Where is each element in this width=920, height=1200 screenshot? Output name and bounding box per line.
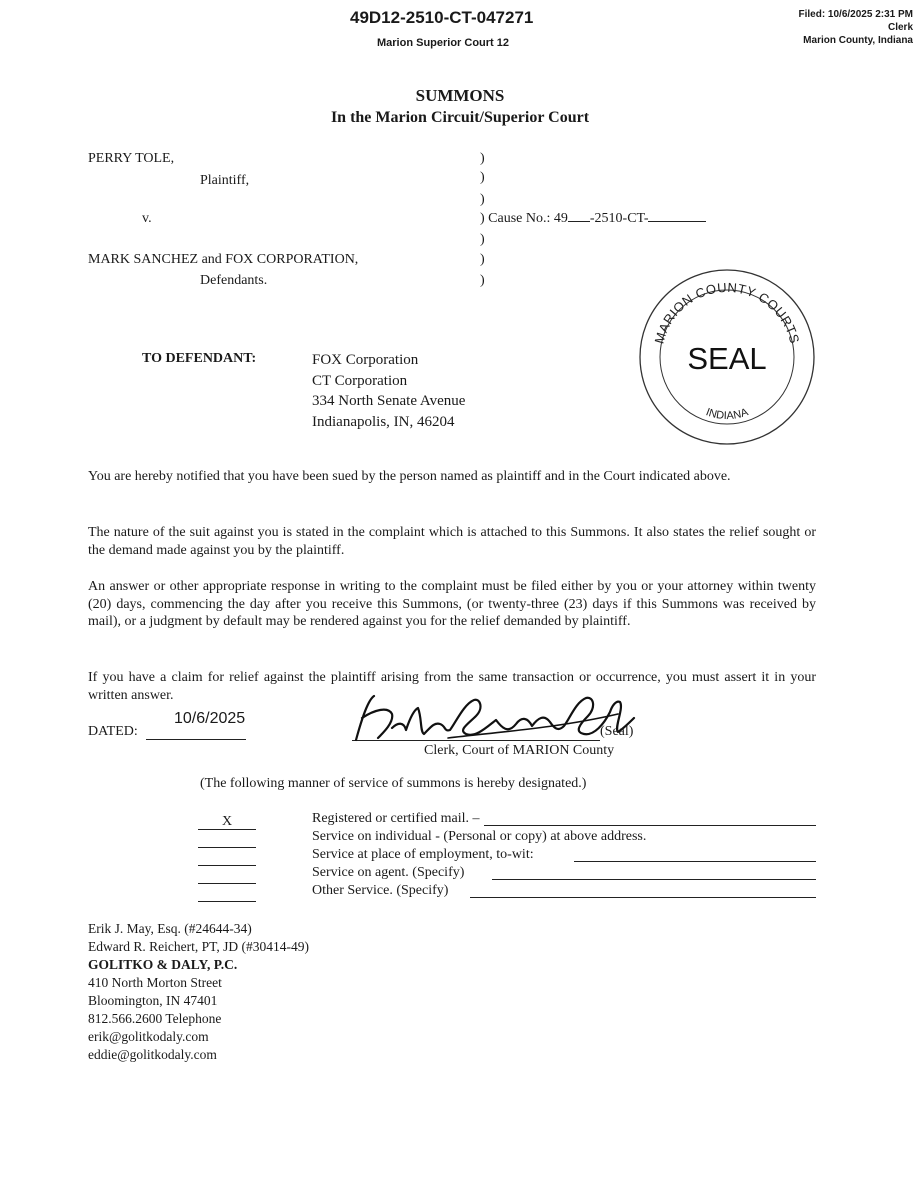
firm-street: 410 North Morton Street (88, 975, 222, 990)
filed-clerk: Clerk (887, 22, 913, 33)
notice-paragraph-2: The nature of the suit against you is stated in the complaint which is attached to this Summons. It also states the relief sought or the demand made against you by the plaintiff. (88, 525, 816, 558)
attorney-line: Edward R. Reichert, PT, JD (#30414-49) (88, 939, 309, 954)
service-fill-line (470, 897, 816, 898)
document-title: SUMMONS (415, 86, 505, 105)
cause-number (480, 211, 706, 227)
notice-paragraph-1: You are hereby notified that you have been sued by the person named as plaintiff and in the Court indicated above. (88, 469, 731, 484)
plaintiff-label: Plaintiff, (200, 173, 250, 188)
defendant-address (312, 350, 465, 432)
seal-center-text: SEAL (687, 341, 767, 376)
to-defendant-label: TO DEFENDANT: (142, 351, 257, 366)
cause-prefix: ) Cause No.: 49 (480, 211, 568, 226)
service-mark-mail[interactable]: X (198, 814, 256, 830)
cause-blank (568, 221, 590, 222)
firm-city: Bloomington, IN 47401 (88, 993, 218, 1008)
email-erik[interactable]: erik@golitkodaly.com (88, 1029, 209, 1044)
service-fill-line (484, 825, 816, 826)
address-line: CT Corporation (312, 372, 408, 389)
firm-phone: 812.566.2600 Telephone (88, 1011, 222, 1026)
defendant-name: MARK SANCHEZ and FOX CORPORATION, (88, 252, 359, 267)
service-mark-agent[interactable] (198, 868, 256, 884)
caption-paren: ) (480, 151, 485, 166)
dated-label: DATED: (88, 724, 138, 739)
seal-bottom-text: INDIANA (704, 406, 750, 423)
filed-county: Marion County, Indiana (803, 35, 913, 46)
attorney-block (88, 920, 309, 1064)
caption-paren: ) (480, 192, 485, 207)
clerk-signature (348, 688, 638, 750)
address-line: 334 North Senate Avenue (312, 393, 466, 409)
service-option-mail: Registered or certified mail. – (312, 811, 480, 826)
service-fill-line (492, 879, 816, 880)
dated-value: 10/6/2025 (174, 710, 246, 727)
service-option-agent: Service on agent. (Specify) (312, 865, 465, 880)
cause-blank (648, 221, 706, 222)
service-mark-other[interactable] (198, 886, 256, 902)
address-line: Indianapolis, IN, 46204 (312, 413, 455, 430)
address-line: FOX Corporation (312, 352, 419, 368)
attorney-line: Erik J. May, Esq. (#24644-34) (88, 921, 252, 936)
defendant-label: Defendants. (200, 273, 268, 288)
caption-paren: ) (480, 273, 485, 288)
caption-paren: ) (480, 170, 485, 185)
service-fill-line (574, 861, 816, 862)
service-intro: (The following manner of service of summons is hereby designated.) (200, 776, 587, 791)
service-mark-employment[interactable] (198, 850, 256, 866)
clerk-title: Clerk, Court of MARION County (424, 743, 615, 758)
notice-paragraph-3: An answer or other appropriate response in writing to the complaint must be filed either by you or your attorney within twenty (20) days, commencing the day after you receive this Summons, (or twenty-three (23) days if this Summons was received by mail), or a judgment by default may be rendered against you for the relief demanded by plaintiff. (88, 579, 816, 629)
filed-date: Filed: 10/6/2025 2:31 PM (798, 9, 913, 20)
caption-paren: ) (480, 252, 485, 267)
court-seal (636, 266, 818, 448)
plaintiff-name: PERRY TOLE, (88, 151, 175, 166)
notice-paragraph-4: If you have a claim for relief against the plaintiff arising from the same transaction or occurrence, you must assert it in your written answer. (88, 670, 816, 703)
service-option-employment: Service at place of employment, to-wit: (312, 847, 534, 862)
document-subtitle: In the Marion Circuit/Superior Court (330, 109, 590, 126)
email-eddie[interactable]: eddie@golitkodaly.com (88, 1047, 217, 1062)
dated-line (146, 739, 246, 740)
filed-stamp (798, 8, 913, 47)
case-number: 49D12-2510-CT-047271 (350, 8, 534, 27)
caption-paren: ) (480, 232, 485, 247)
cause-mid: -2510-CT- (589, 211, 649, 226)
service-option-individual: Service on individual - (Personal or copy) at above address. (312, 829, 647, 844)
law-firm-name: GOLITKO & DALY, P.C. (88, 957, 238, 972)
court-name: Marion Superior Court 12 (377, 37, 510, 49)
seal-top-text: MARION COUNTY COURTS (651, 279, 803, 346)
seal-label: (Seal) (600, 724, 634, 739)
versus-text: v. (142, 211, 152, 226)
service-mark-individual[interactable] (198, 832, 256, 848)
service-option-other: Other Service. (Specify) (312, 883, 449, 898)
